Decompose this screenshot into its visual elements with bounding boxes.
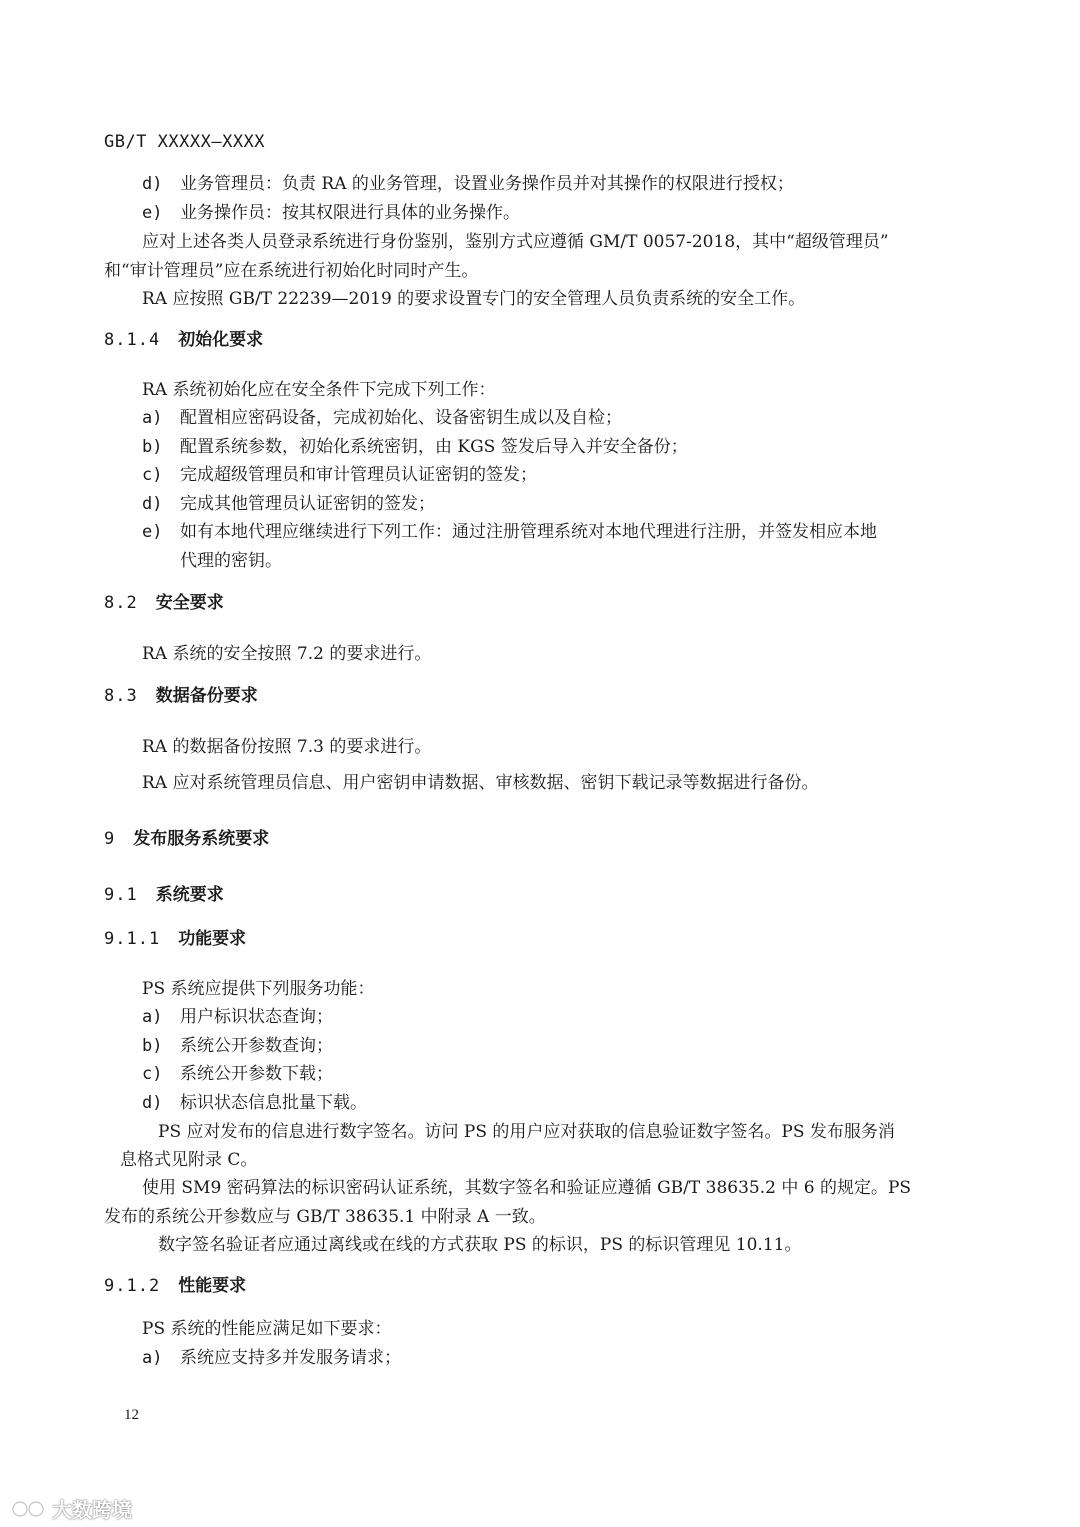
list-item-text: 系统公开参数下载； bbox=[180, 1064, 333, 1084]
section-number: 9.1 bbox=[104, 885, 138, 905]
brand-logo-icon bbox=[10, 1498, 48, 1520]
list-item-label: c) bbox=[142, 1064, 163, 1084]
paragraph-line: RA 系统初始化应在安全条件下完成下列工作： bbox=[142, 380, 496, 400]
list-item-text: 用户标识状态查询； bbox=[180, 1007, 333, 1027]
list-item bbox=[142, 407, 622, 429]
paragraph-line: 应对上述各类人员登录系统进行身份鉴别，鉴别方式应遵循 GM/T 0057-2018，其中“超级管理员” bbox=[142, 232, 889, 252]
list-item-label: b) bbox=[142, 1036, 163, 1056]
list-item bbox=[142, 1035, 333, 1057]
list-item-text: 标识状态信息批量下载。 bbox=[180, 1093, 367, 1113]
list-item bbox=[142, 173, 794, 195]
paragraph-line: PS 应对发布的信息进行数字签名。访问 PS 的用户应对获取的信息验证数字签名。PS 发布服务消 bbox=[158, 1122, 895, 1142]
section-title: 发布服务系统要求 bbox=[133, 829, 270, 849]
list-item-text: 业务操作员：按其权限进行具体的业务操作。 bbox=[180, 203, 520, 223]
section-number: 9.1.2 bbox=[104, 1276, 161, 1296]
list-item bbox=[142, 436, 688, 458]
paragraph-line: 代理的密钥。 bbox=[180, 551, 282, 571]
section-heading-9-1-1 bbox=[104, 928, 246, 950]
list-item-text: 系统应支持多并发服务请求； bbox=[180, 1348, 401, 1368]
paragraph-line: PS 系统应提供下列服务功能： bbox=[142, 979, 375, 999]
list-item bbox=[142, 521, 877, 543]
list-item-label: a) bbox=[142, 1348, 163, 1368]
section-number: 9.1.1 bbox=[104, 929, 161, 949]
list-item-text: 业务管理员：负责 RA 的业务管理，设置业务操作员并对其操作的权限进行授权； bbox=[180, 174, 794, 194]
list-item-label: c) bbox=[142, 465, 163, 485]
list-item-text: 配置系统参数，初始化系统密钥，由 KGS 签发后导入并安全备份； bbox=[180, 437, 688, 457]
list-item bbox=[142, 464, 537, 486]
paragraph-line: 发布的系统公开参数应与 GB/T 38635.1 中附录 A 一致。 bbox=[104, 1207, 546, 1227]
list-item-text: 系统公开参数查询； bbox=[180, 1036, 333, 1056]
page-number: 12 bbox=[124, 1407, 139, 1423]
list-item-label: b) bbox=[142, 437, 163, 457]
paragraph-line: 数字签名验证者应通过离线或在线的方式获取 PS 的标识，PS 的标识管理见 10.11。 bbox=[158, 1235, 802, 1255]
list-item bbox=[142, 1063, 333, 1085]
list-item-text: 配置相应密码设备，完成初始化、设备密钥生成以及自检； bbox=[180, 408, 622, 428]
list-item bbox=[142, 493, 435, 515]
standard-code-header: GB/T XXXXX—XXXX bbox=[104, 132, 266, 152]
paragraph-line: 息格式见附录 C。 bbox=[120, 1150, 258, 1170]
section-title: 初始化要求 bbox=[178, 330, 264, 350]
section-title: 功能要求 bbox=[178, 929, 247, 949]
list-item-label: e) bbox=[142, 522, 163, 542]
section-number: 8.1.4 bbox=[104, 330, 161, 350]
watermark-text: 大数跨境 bbox=[52, 1498, 132, 1522]
paragraph-line: RA 的数据备份按照 7.3 的要求进行。 bbox=[142, 737, 432, 757]
list-item-label: d) bbox=[142, 1093, 163, 1113]
list-item bbox=[142, 1347, 401, 1369]
list-item bbox=[142, 1092, 367, 1114]
list-item-label: a) bbox=[142, 408, 163, 428]
list-item-text: 完成其他管理员认证密钥的签发； bbox=[180, 494, 435, 514]
paragraph-line: 和“审计管理员”应在系统进行初始化时同时产生。 bbox=[104, 261, 479, 281]
section-heading-8-2 bbox=[104, 592, 224, 614]
section-title: 系统要求 bbox=[155, 885, 224, 905]
section-heading-8-1-4 bbox=[104, 329, 263, 351]
section-number: 9 bbox=[104, 829, 116, 849]
chapter-heading-9 bbox=[104, 828, 269, 850]
paragraph-line: RA 应对系统管理员信息、用户密钥申请数据、审核数据、密钥下载记录等数据进行备份。 bbox=[142, 773, 819, 793]
list-item-text: 完成超级管理员和审计管理员认证密钥的签发； bbox=[180, 465, 537, 485]
paragraph-line: RA 应按照 GB/T 22239—2019 的要求设置专门的安全管理人员负责系统的安全工作。 bbox=[142, 289, 806, 309]
list-item-label: d) bbox=[142, 174, 163, 194]
section-title: 数据备份要求 bbox=[155, 686, 258, 706]
paragraph-line: 使用 SM9 密码算法的标识密码认证系统，其数字签名和验证应遵循 GB/T 38635.2 中 6 的规定。PS bbox=[142, 1178, 912, 1198]
section-heading-9-1 bbox=[104, 884, 224, 906]
paragraph-line: PS 系统的性能应满足如下要求： bbox=[142, 1319, 392, 1339]
watermark bbox=[10, 1494, 132, 1523]
list-item-label: d) bbox=[142, 494, 163, 514]
list-item-text: 如有本地代理应继续进行下列工作：通过注册管理系统对本地代理进行注册，并签发相应本地 bbox=[180, 522, 877, 542]
list-item bbox=[142, 202, 520, 224]
list-item-label: e) bbox=[142, 203, 163, 223]
section-title: 安全要求 bbox=[155, 593, 224, 613]
list-item-label: a) bbox=[142, 1007, 163, 1027]
section-number: 8.2 bbox=[104, 593, 138, 613]
section-title: 性能要求 bbox=[178, 1276, 247, 1296]
list-item bbox=[142, 1006, 333, 1028]
section-heading-9-1-2 bbox=[104, 1275, 246, 1297]
section-heading-8-3 bbox=[104, 685, 258, 707]
paragraph-line: RA 系统的安全按照 7.2 的要求进行。 bbox=[142, 644, 432, 664]
section-number: 8.3 bbox=[104, 686, 138, 706]
